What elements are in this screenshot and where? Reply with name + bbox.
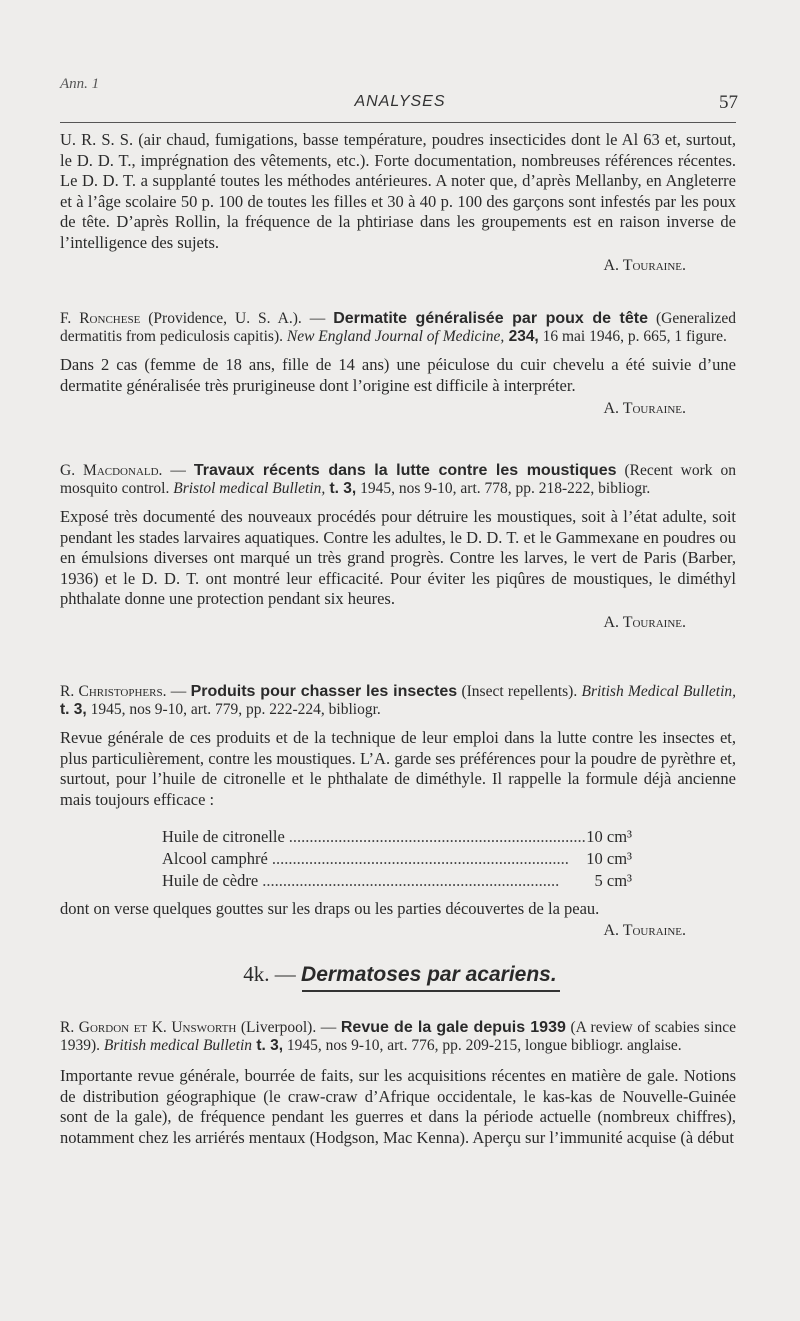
signature: A. Touraine. [603,613,686,631]
author: R. Gordon et K. Unsworth [60,1019,237,1036]
article-title: Travaux récents dans la lutte contre les moustiques [193,462,617,479]
reference-part: (Recent work on mosquito control. [60,462,736,497]
formula-row [162,870,632,891]
article-title: Produits pour chasser les insectes [190,683,458,700]
ingredient-name: Alcool camphré [162,849,268,868]
affiliation: — [162,462,194,479]
article-summary: Dans 2 cas (femme de 18 ans, fille de 14 ans) une péiculose du cuir chevelu a été suivie d’une dermatite généralisée très prurigineuse dont l’origine est difficile à interpréter. [60,355,736,395]
reference-part: 1945, nos 9-10, art. 776, pp. 209-215, longue bibliogr. anglaise. [283,1036,682,1054]
volume: t. 3, [252,1036,284,1054]
corner-note: Ann. 1 [60,76,100,92]
article-gordon [60,1019,736,1148]
section-number: 4k. — [243,962,302,986]
journal-name: British medical Bulletin [103,1036,253,1054]
ingredient-quantity: 10 cm³ [586,827,632,846]
section-underline [302,990,560,992]
article-summary: Exposé très documenté des nouveaux procédés pour détruire les moustiques, soit à l’état adulte, soit pendant les stades larvaires aquatiques. Contre les adultes, le D. D. T. et le Gammexane en poudres ou en émulsions diverses ont marqué un très grand progrès. Contre les larves, le vert de Paris (Barber, 1936) et le D. D. T. ont montré leur efficacité. Pour éviter les piqûres de moustiques, le diméthyl phthalate donne une protection pendant six heures. [60,507,736,608]
author: G. Macdonald. [60,462,163,479]
article-reference [60,683,736,718]
affiliation: (Providence, U. S. A.). — [140,310,334,327]
volume: t. 3, [60,700,87,718]
intro-block [60,130,736,275]
affiliation: — [166,683,191,700]
formula-row [162,848,632,869]
author: R. Christophers. [60,683,167,700]
article-summary: Importante revue générale, bourrée de faits, sur les acquisitions récentes en matière de gale. Notions de distribution géographique (le craw-craw d’Afrique occidentale, le kas-kas de Nouvelle-Guinée sont de la gale), de fréquence pendant les guerres et dans la période actuelle (nombreux chiffres), notamment chez les arriérés mentaux (Hodgson, Mac Kenna). Aperçu sur l’immunité acquise (à début [60,1066,736,1147]
signature: A. Touraine. [603,921,686,939]
ingredient-quantity: 5 cm³ [594,871,632,890]
header-rule [60,122,736,123]
reference-part: (Insect repellents). [457,683,582,700]
article-title: Revue de la gale depuis 1939 [340,1019,566,1036]
section-heading [0,962,800,987]
signature: A. Touraine. [603,400,686,417]
section-title: Dermatoses par acariens. [301,963,557,986]
author: F. Ronchese [60,310,141,327]
article-reference [60,462,736,497]
affiliation: (Liverpool). — [236,1019,341,1036]
article-summary-end: dont on verse quelques gouttes sur les draps ou les parties découvertes de la peau. [60,899,600,918]
article-ronchese [60,310,736,418]
article-reference [60,1019,736,1054]
article-title: Dermatite généralisée par poux de tête [333,310,649,327]
journal-name: Bristol medical Bulletin, [173,479,326,497]
running-head: ANALYSES [354,93,446,110]
reference-part: (Generalized dermatitis from pediculosis capitis). [60,310,737,345]
leader-dots: ........................................................................ [271,849,569,868]
ingredient-name: Huile de cèdre [162,871,259,890]
intro-paragraph: U. R. S. S. (air chaud, fumigations, basse température, poudres insecticides dont le Al 63 et, surtout, le D. D. T., imprégnation des vêtements, etc.). Forte documentation, nombreuses références récentes. Le D. D. T. a supplanté toutes les méthodes antérieures. A noter que, d’après Mellanby, en Angleterre et à l’âge scolaire 50 p. 100 de toutes les filles et 30 à 40 p. 100 des garçons sont infestés par les poux de tête. D’après Rollin, la fréquence de la phtiriase dans les groupements est en raison inverse de l’intelligence des sujets. [60,130,736,252]
journal-name: British Medical Bulletin, [581,683,736,700]
reference-part: 16 mai 1946, p. 665, 1 figure. [538,327,727,345]
volume: 234, [504,327,539,345]
ingredient-quantity: 10 cm³ [586,849,632,868]
volume: t. 3, [325,479,357,497]
article-reference [60,310,736,345]
formula-row [162,826,632,847]
page-number: 57 [719,92,738,113]
leader-dots: ........................................................................ [288,827,586,846]
reference-part: 1945, nos 9-10, art. 778, pp. 218-222, bibliogr. [356,479,651,497]
signature: A. Touraine. [603,257,686,274]
journal-name: New England Journal of Medicine, [286,327,505,345]
article-christophers [60,683,736,810]
leader-dots: ........................................................................ [262,871,560,890]
article-macdonald [60,462,736,632]
reference-part: 1945, nos 9-10, art. 779, pp. 222-224, bibliogr. [86,700,381,718]
article-summary: Revue générale de ces produits et de la technique de leur emploi dans la lutte contre les insectes et, plus particulièrement, contre les moustiques. L’A. garde ses préférences pour la poudre de pyrèthre et, surtout, pour l’huile de citronelle et le phthalate de diméthyle. Il rappelle la formule déjà ancienne mais toujours efficace : [60,728,736,809]
article-christophers-end [60,899,736,940]
ingredient-name: Huile de citronelle [162,827,285,846]
reference-part: (A review of scabies since 1939). [60,1019,736,1054]
